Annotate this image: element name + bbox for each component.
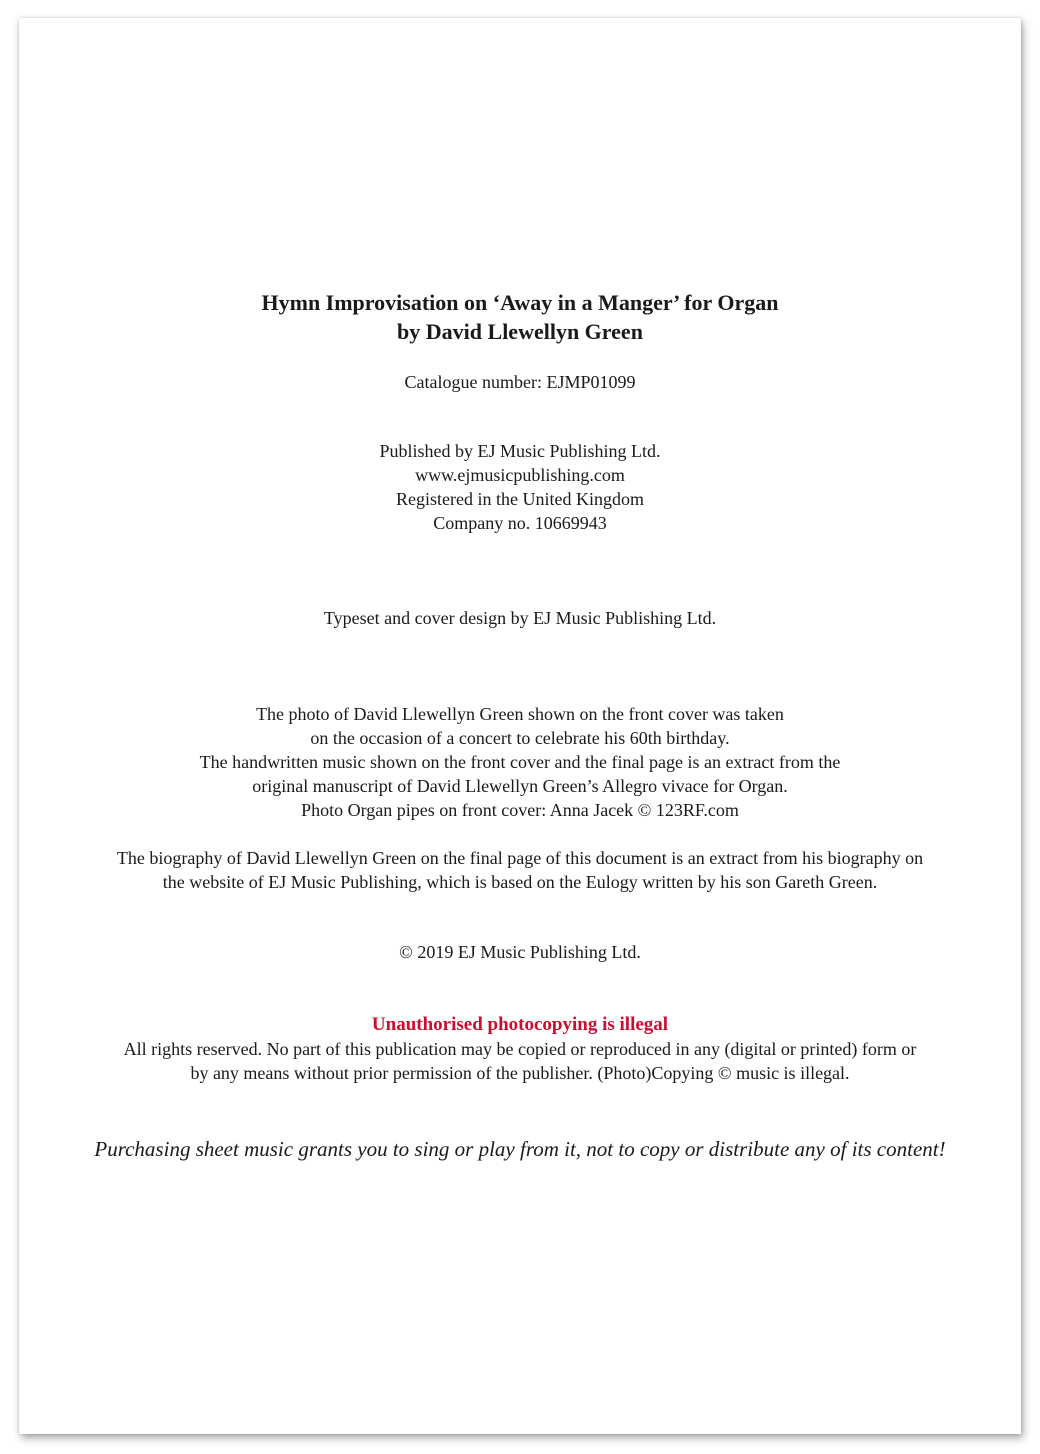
publisher-line: Published by EJ Music Publishing Ltd. [379, 441, 661, 461]
credits-line: Photo Organ pipes on front cover: Anna Jacek © 123RF.com [301, 800, 739, 820]
copyright-notice [19, 940, 1021, 964]
publisher-registration: Registered in the United Kingdom [396, 489, 644, 509]
warning-line: All rights reserved. No part of this publication may be copied or reproduced in any (digital or printed) form or [123, 1039, 917, 1059]
purchase-notice-text: Purchasing sheet music grants you to sing or play from it, not to copy or distribute any of its content! [94, 1137, 946, 1161]
publisher-company-number: Company no. 10669943 [433, 513, 607, 533]
copyright-text: © 2019 EJ Music Publishing Ltd. [399, 942, 641, 962]
catalogue-text: Catalogue number: EJMP01099 [404, 372, 636, 392]
credits-line: The photo of David Llewellyn Green shown on the front cover was taken [256, 704, 784, 724]
typeset-text: Typeset and cover design by EJ Music Publishing Ltd. [323, 608, 717, 628]
credits-line: original manuscript of David Llewellyn Green’s Allegro vivace for Organ. [252, 776, 788, 796]
biography-line: the website of EJ Music Publishing, which is based on the Eulogy written by his son Gareth Green. [162, 872, 878, 892]
document-page [19, 18, 1021, 1434]
purchase-notice [19, 1135, 1021, 1163]
biography-line: The biography of David Llewellyn Green on the final page of this document is an extract from his biography on [116, 848, 924, 868]
warning-title: Unauthorised photocopying is illegal [371, 1014, 669, 1035]
page-title [19, 288, 1021, 346]
composer-line: by David Llewellyn Green [397, 319, 643, 344]
biography-note [19, 846, 1021, 894]
warning-line: by any means without prior permission of the publisher. (Photo)Copying © music is illegal. [190, 1063, 850, 1083]
publisher-website: www.ejmusicpublishing.com [415, 465, 625, 485]
catalogue-number [19, 370, 1021, 394]
title-line: Hymn Improvisation on ‘Away in a Manger’ for Organ [261, 290, 779, 315]
copying-warning [19, 1013, 1021, 1085]
image-credits [19, 702, 1021, 822]
credits-line: on the occasion of a concert to celebrate his 60th birthday. [310, 728, 730, 748]
credits-line: The handwritten music shown on the front cover and the final page is an extract from the [199, 752, 841, 772]
typeset-credit [19, 606, 1021, 630]
publisher-info [19, 439, 1021, 535]
